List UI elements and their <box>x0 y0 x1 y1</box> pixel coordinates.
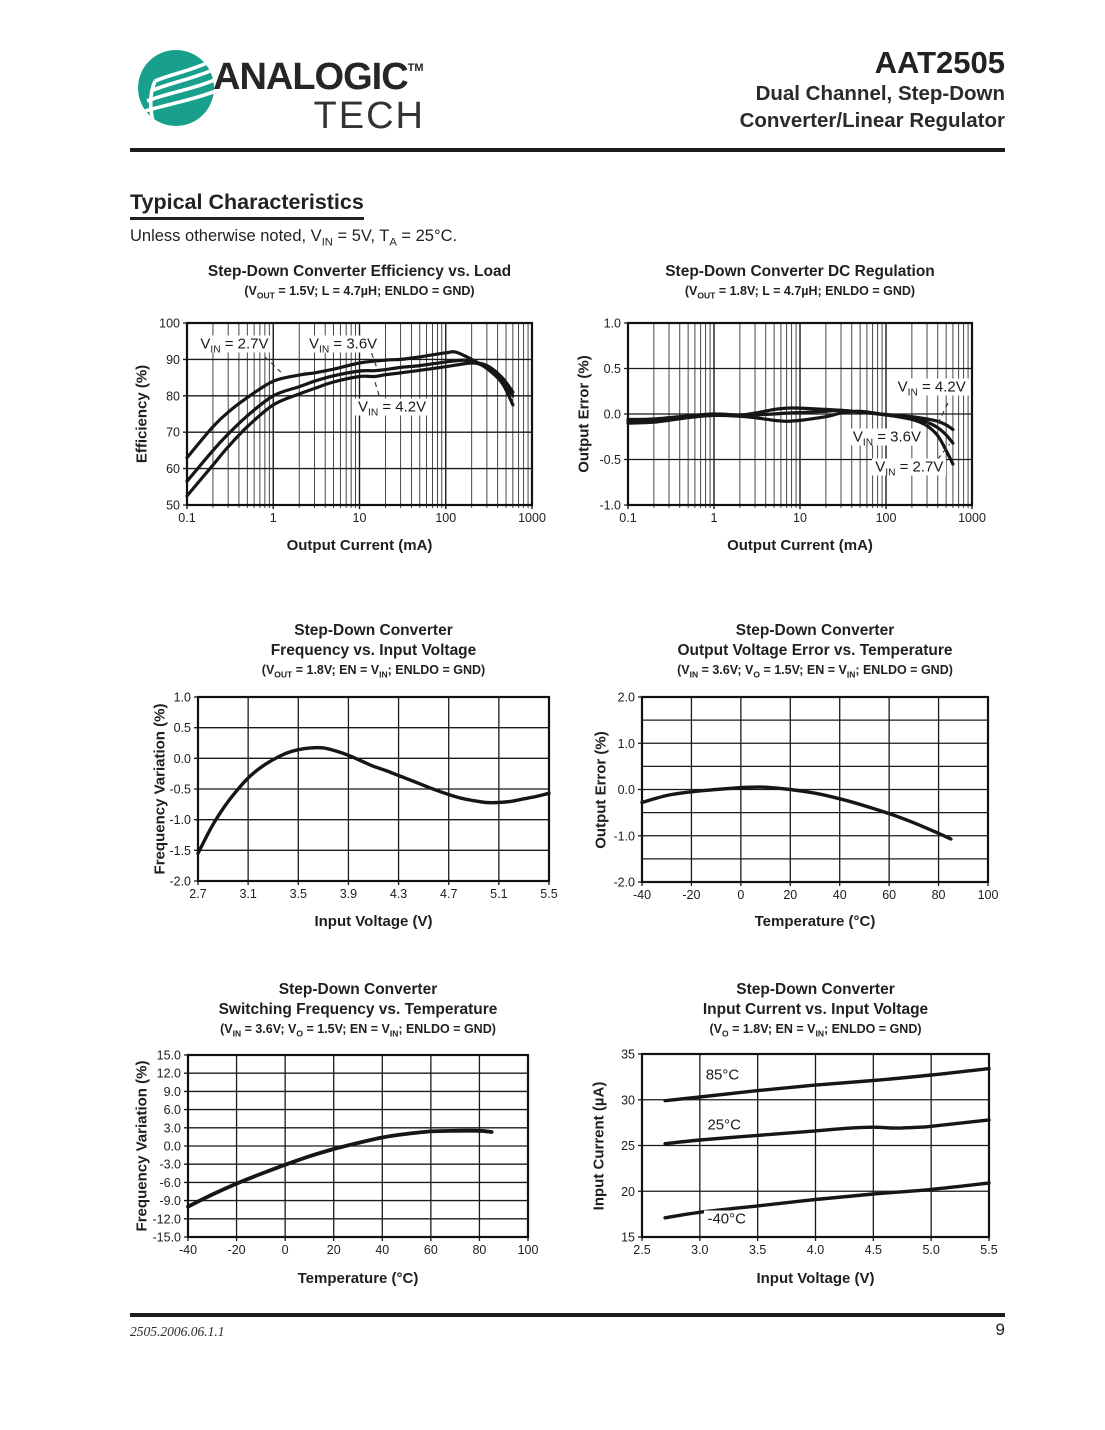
svg-text:-6.0: -6.0 <box>159 1175 181 1190</box>
y-axis-title: Efficiency (%) <box>133 364 151 464</box>
svg-text:100: 100 <box>435 511 457 525</box>
svg-text:-0.5: -0.5 <box>169 782 191 797</box>
svg-text:100: 100 <box>517 1243 539 1257</box>
svg-text:5.0: 5.0 <box>922 1243 940 1257</box>
svg-text:20: 20 <box>326 1243 341 1257</box>
chart-title: Step-Down Converter Efficiency vs. Load <box>207 263 512 280</box>
svg-text:2.0: 2.0 <box>617 690 635 705</box>
svg-text:20: 20 <box>783 888 798 902</box>
chart-conditions: ($V_{OUT} = 1.8V$; L = 4.7µH; ENLDO = GND) <box>684 284 916 301</box>
chart-title: Step-Down Converter <box>294 622 453 639</box>
y-axis-title: Frequency Variation (%) <box>151 703 169 875</box>
chart-conditions: ($V_{IN} = 3.6V$; $V_O = 1.5V$; EN = $V_{IN}$; ENLDO = GND) <box>677 663 953 680</box>
plot-area <box>570 255 1005 567</box>
svg-text:90: 90 <box>166 352 180 367</box>
y-axis-title: Frequency Variation (%) <box>133 1060 151 1232</box>
chart-title: Step-Down Converter DC Regulation <box>665 263 935 280</box>
svg-text:9.0: 9.0 <box>163 1084 181 1099</box>
svg-text:60: 60 <box>166 462 180 477</box>
svg-text:4.3: 4.3 <box>389 887 408 901</box>
svg-text:70: 70 <box>166 425 180 440</box>
svg-text:-1.0: -1.0 <box>613 829 635 844</box>
svg-text:80: 80 <box>472 1243 487 1257</box>
svg-text:10: 10 <box>793 511 807 525</box>
curve-label: 85°C <box>703 1067 743 1084</box>
svg-text:-20: -20 <box>682 888 701 902</box>
curve-label: 25°C <box>704 1117 744 1134</box>
svg-text:0.5: 0.5 <box>173 721 191 736</box>
svg-text:0.0: 0.0 <box>603 407 621 422</box>
svg-text:15.0: 15.0 <box>156 1048 181 1063</box>
svg-text:1.0: 1.0 <box>173 690 191 705</box>
footer-rule <box>130 1313 1005 1317</box>
svg-text:20: 20 <box>621 1184 635 1199</box>
svg-text:80: 80 <box>931 888 946 902</box>
svg-text:25: 25 <box>621 1139 635 1153</box>
chart-switching-frequency-vs-temperature <box>130 970 570 1300</box>
part-number: AAT2505 <box>874 45 1005 80</box>
svg-text:1: 1 <box>710 511 718 525</box>
brand-block <box>213 48 435 135</box>
svg-text:0.1: 0.1 <box>178 511 196 525</box>
svg-text:-2.0: -2.0 <box>169 874 191 889</box>
page-number: 9 <box>995 1320 1005 1339</box>
svg-text:3.0: 3.0 <box>691 1243 709 1257</box>
svg-text:3.0: 3.0 <box>163 1121 181 1136</box>
svg-text:-40: -40 <box>632 888 652 902</box>
chart-title: Step-Down Converter <box>278 981 438 998</box>
analogictech-logo-icon <box>133 45 219 131</box>
svg-text:3.1: 3.1 <box>239 887 257 901</box>
svg-text:4.0: 4.0 <box>806 1243 825 1257</box>
svg-text:30: 30 <box>621 1093 635 1108</box>
curve-label: $V_{IN} = 2.7V$ <box>872 458 946 475</box>
document-code: 2505.2006.06.1.1 <box>130 1324 225 1339</box>
svg-text:12.0: 12.0 <box>156 1066 181 1081</box>
chart-title-line2: Frequency vs. Input Voltage <box>270 642 477 659</box>
chart-title-line2: Switching Frequency vs. Temperature <box>218 1001 498 1018</box>
section-note: Unless otherwise noted, $V_{IN} = 5V$, $T_A = 25^\circ C$. <box>130 227 458 249</box>
svg-text:10: 10 <box>352 511 367 525</box>
plot-area <box>575 615 1010 940</box>
svg-text:4.7: 4.7 <box>440 887 458 901</box>
plot-area <box>130 970 570 1300</box>
brand-analogic: ANALOGIC <box>213 56 408 98</box>
svg-text:1.0: 1.0 <box>617 736 635 751</box>
curve-label: -40°C <box>704 1210 749 1227</box>
svg-text:50: 50 <box>166 498 180 513</box>
plot-area <box>575 970 1010 1300</box>
chart-input-current-vs-input-voltage <box>575 970 1010 1300</box>
svg-text:5.1: 5.1 <box>490 887 508 901</box>
svg-text:-15.0: -15.0 <box>152 1230 181 1245</box>
chart-conditions: ($V_O = 1.8V$; EN = $V_{IN}$; ENLDO = GND) <box>709 1022 922 1039</box>
svg-text:3.5: 3.5 <box>289 887 307 901</box>
svg-text:-1.5: -1.5 <box>169 843 191 858</box>
svg-text:0: 0 <box>737 888 745 902</box>
y-axis-title: Output Error (%) <box>592 730 610 849</box>
svg-text:-2.0: -2.0 <box>613 875 635 890</box>
header-rule <box>130 148 1005 152</box>
svg-text:-20: -20 <box>227 1243 246 1257</box>
curve-label: $V_{IN} = 2.7V$ <box>197 335 271 352</box>
svg-text:-1.0: -1.0 <box>599 498 621 513</box>
svg-text:0.0: 0.0 <box>163 1139 181 1154</box>
y-axis-title: Output Error (%) <box>575 355 593 473</box>
svg-text:1000: 1000 <box>958 511 986 525</box>
curve-label: $V_{IN} = 4.2V$ <box>355 398 429 415</box>
plot-area <box>130 615 570 940</box>
svg-text:0.0: 0.0 <box>617 783 635 797</box>
svg-text:60: 60 <box>882 888 897 902</box>
svg-text:100: 100 <box>875 511 897 525</box>
x-axis-title: Input Voltage (V) <box>756 1270 875 1287</box>
svg-text:1.0: 1.0 <box>603 316 621 331</box>
svg-text:40: 40 <box>832 888 847 902</box>
doc-title-block <box>545 46 1005 134</box>
chart-conditions: ($V_{OUT} = 1.5V$; L = 4.7µH; ENLDO = GND) <box>244 284 475 301</box>
chart-output-error-vs-temperature <box>575 615 1010 940</box>
svg-text:-9.0: -9.0 <box>159 1194 181 1209</box>
svg-text:35: 35 <box>621 1047 635 1062</box>
svg-text:80: 80 <box>166 389 180 404</box>
svg-text:-40: -40 <box>178 1243 198 1257</box>
svg-text:2.5: 2.5 <box>633 1243 651 1257</box>
svg-text:100: 100 <box>977 888 999 902</box>
svg-text:-12.0: -12.0 <box>152 1212 181 1227</box>
doc-title-line2: Converter/Linear Regulator <box>739 109 1005 132</box>
x-axis-title: Input Voltage (V) <box>314 913 433 930</box>
chart-title: Step-Down Converter <box>735 622 895 639</box>
svg-text:0.1: 0.1 <box>619 511 637 525</box>
svg-text:4.5: 4.5 <box>864 1243 883 1257</box>
curve-label: $V_{IN} = 4.2V$ <box>895 378 969 395</box>
svg-text:3.9: 3.9 <box>339 887 358 901</box>
svg-text:0: 0 <box>281 1243 289 1257</box>
chart-title: Step-Down Converter <box>736 981 895 998</box>
svg-text:3.5: 3.5 <box>748 1243 767 1257</box>
svg-text:-1.0: -1.0 <box>169 813 191 828</box>
x-axis-title: Temperature (°C) <box>297 1270 419 1287</box>
svg-text:5.5: 5.5 <box>980 1243 998 1257</box>
plot-area <box>130 255 565 567</box>
chart-dc-regulation <box>570 255 1005 567</box>
svg-text:60: 60 <box>423 1243 438 1257</box>
svg-text:2.7: 2.7 <box>189 887 207 901</box>
svg-text:0.0: 0.0 <box>173 751 191 766</box>
curve-label: $V_{IN} = 3.6V$ <box>850 428 924 445</box>
svg-text:40: 40 <box>375 1243 390 1257</box>
chart-title-line2: Input Current vs. Input Voltage <box>702 1001 929 1018</box>
trademark-symbol: TM <box>407 62 424 74</box>
svg-text:5.5: 5.5 <box>540 887 558 901</box>
x-axis-title: Temperature (°C) <box>754 913 876 930</box>
svg-text:1: 1 <box>269 511 277 525</box>
brand-tech: TECH <box>313 95 425 137</box>
svg-text:0.5: 0.5 <box>603 362 621 376</box>
y-axis-title: Input Current (µA) <box>590 1081 608 1210</box>
svg-text:-3.0: -3.0 <box>159 1157 181 1172</box>
svg-text:6.0: 6.0 <box>163 1103 181 1118</box>
svg-text:1000: 1000 <box>518 511 546 525</box>
x-axis-title: Output Current (mA) <box>727 537 873 554</box>
x-axis-title: Output Current (mA) <box>286 537 433 554</box>
chart-efficiency-vs-load <box>130 255 565 567</box>
svg-text:100: 100 <box>159 316 180 331</box>
section-heading: Typical Characteristics <box>130 190 364 220</box>
chart-conditions: ($V_{IN} = 3.6V$; $V_O = 1.5V$; EN = $V_{IN}$; ENLDO = GND) <box>220 1022 496 1039</box>
svg-text:-0.5: -0.5 <box>599 453 621 467</box>
chart-frequency-vs-input-voltage <box>130 615 570 940</box>
curve-label: $V_{IN} = 3.6V$ <box>306 335 380 352</box>
chart-title-line2: Output Voltage Error vs. Temperature <box>677 642 953 659</box>
svg-text:15: 15 <box>621 1230 635 1245</box>
doc-title-line1: Dual Channel, Step-Down <box>755 82 1005 105</box>
chart-conditions: ($V_{OUT} = 1.8V$; EN = $V_{IN}$; ENLDO = GND) <box>261 663 486 680</box>
brand-name <box>213 48 435 97</box>
